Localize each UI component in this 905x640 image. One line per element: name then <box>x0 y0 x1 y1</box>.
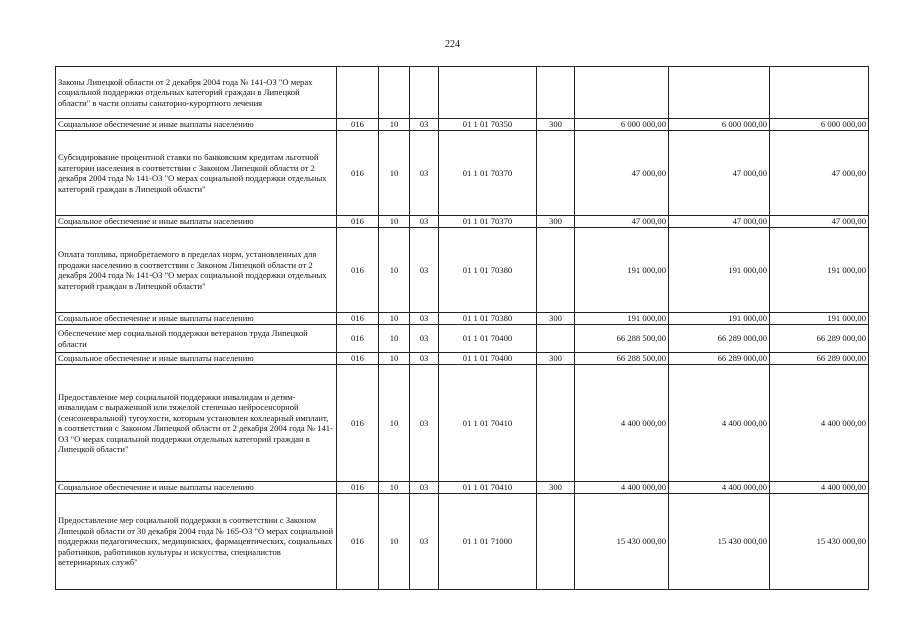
cell-section <box>379 67 410 119</box>
cell-department: 016 <box>337 353 379 365</box>
cell-section: 10 <box>379 119 410 131</box>
cell-amount-2: 191 000,00 <box>669 228 770 313</box>
cell-amount-2 <box>669 67 770 119</box>
cell-target-article: 01 1 01 70400 <box>439 325 537 353</box>
table-row <box>56 67 869 119</box>
row-description: Законы Липецкой области от 2 декабря 2004 года № 141-ОЗ "О мерах социальной поддержки отдельных категорий граждан в Липецкой области" в части оплаты санаторно-курортного лечения <box>56 67 337 119</box>
cell-amount-1: 191 000,00 <box>575 228 669 313</box>
cell-amount-1: 6 000 000,00 <box>575 119 669 131</box>
row-description: Предоставление мер социальной поддержки инвалидам и детям-инвалидам с выраженной или тяжелой степенью нейросенсорной (сенсоневральной) тугоухости, которым установлен кохлеарный имплант, в соответствии с Законом Липецкой области от 2 декабря 2004 года № 141-ОЗ "О мерах социальной поддержки отдельных категорий граждан в Липецкой области" <box>56 365 337 482</box>
cell-amount-1: 15 430 000,00 <box>575 494 669 590</box>
cell-amount-3: 66 289 000,00 <box>770 325 869 353</box>
row-description: Социальное обеспечение и иные выплаты населению <box>56 482 337 494</box>
cell-section: 10 <box>379 353 410 365</box>
cell-amount-1: 47 000,00 <box>575 131 669 216</box>
cell-amount-2: 66 289 000,00 <box>669 325 770 353</box>
cell-target-article: 01 1 01 70350 <box>439 119 537 131</box>
cell-amount-2: 4 400 000,00 <box>669 365 770 482</box>
cell-amount-3: 4 400 000,00 <box>770 365 869 482</box>
cell-section: 10 <box>379 482 410 494</box>
cell-section: 10 <box>379 494 410 590</box>
table-row <box>56 228 869 313</box>
cell-target-article: 01 1 01 70380 <box>439 228 537 313</box>
cell-amount-2: 15 430 000,00 <box>669 494 770 590</box>
table-row <box>56 216 869 228</box>
cell-amount-1 <box>575 67 669 119</box>
cell-subsection <box>410 67 439 119</box>
cell-amount-3: 191 000,00 <box>770 228 869 313</box>
cell-subsection: 03 <box>410 313 439 325</box>
row-description: Обеспечение мер социальной поддержки ветеранов труда Липецкой области <box>56 325 337 353</box>
cell-subsection: 03 <box>410 228 439 313</box>
page-number: 224 <box>445 39 460 50</box>
cell-section: 10 <box>379 313 410 325</box>
table-row <box>56 325 869 353</box>
cell-amount-3: 6 000 000,00 <box>770 119 869 131</box>
cell-target-article: 01 1 01 71000 <box>439 494 537 590</box>
cell-section: 10 <box>379 325 410 353</box>
cell-department: 016 <box>337 216 379 228</box>
cell-amount-1: 191 000,00 <box>575 313 669 325</box>
cell-target-article: 01 1 01 70380 <box>439 313 537 325</box>
row-description: Оплата топлива, приобретаемого в пределах норм, установленных для продажи населению в соответствии с Законом Липецкой области от 2 декабря 2004 года № 141-ОЗ "О мерах социальной поддержки отдельных категорий граждан в Липецкой области" <box>56 228 337 313</box>
cell-target-article: 01 1 01 70410 <box>439 482 537 494</box>
cell-subsection: 03 <box>410 119 439 131</box>
row-description: Предоставление мер социальной поддержки в соответствии с Законом Липецкой области от 30 декабря 2004 года № 165-ОЗ "О мерах социальной поддержки педагогических, медицинских, фармацевтических, социальных работников, работников культуры и искусства, специалистов ветеринарных служб" <box>56 494 337 590</box>
cell-amount-1: 66 288 500,00 <box>575 353 669 365</box>
cell-expense-type: 300 <box>537 313 575 325</box>
cell-expense-type <box>537 131 575 216</box>
cell-target-article: 01 1 01 70370 <box>439 216 537 228</box>
cell-section: 10 <box>379 131 410 216</box>
row-description: Социальное обеспечение и иные выплаты населению <box>56 313 337 325</box>
row-description: Социальное обеспечение и иные выплаты населению <box>56 216 337 228</box>
cell-department: 016 <box>337 494 379 590</box>
cell-target-article <box>439 67 537 119</box>
cell-department: 016 <box>337 119 379 131</box>
cell-amount-1: 66 288 500,00 <box>575 325 669 353</box>
cell-section: 10 <box>379 228 410 313</box>
cell-amount-3 <box>770 67 869 119</box>
cell-department: 016 <box>337 482 379 494</box>
table-row <box>56 353 869 365</box>
table-row <box>56 482 869 494</box>
cell-department <box>337 67 379 119</box>
budget-table <box>55 66 869 590</box>
cell-amount-3: 47 000,00 <box>770 131 869 216</box>
cell-expense-type <box>537 494 575 590</box>
cell-amount-2: 4 400 000,00 <box>669 482 770 494</box>
cell-amount-3: 66 289 000,00 <box>770 353 869 365</box>
cell-target-article: 01 1 01 70400 <box>439 353 537 365</box>
table-row <box>56 365 869 482</box>
table-row <box>56 494 869 590</box>
cell-subsection: 03 <box>410 216 439 228</box>
row-description: Субсидирование процентной ставки по банковским кредитам льготной категории населения в соответствии с Законом Липецкой области от 2 декабря 2004 года № 141-ОЗ "О мерах социальной поддержки отдельных категорий граждан в Липецкой области" <box>56 131 337 216</box>
cell-amount-1: 4 400 000,00 <box>575 365 669 482</box>
cell-expense-type <box>537 228 575 313</box>
cell-subsection: 03 <box>410 365 439 482</box>
row-description: Социальное обеспечение и иные выплаты населению <box>56 353 337 365</box>
table-row <box>56 131 869 216</box>
cell-amount-1: 4 400 000,00 <box>575 482 669 494</box>
cell-expense-type: 300 <box>537 216 575 228</box>
cell-department: 016 <box>337 325 379 353</box>
cell-amount-2: 191 000,00 <box>669 313 770 325</box>
cell-expense-type: 300 <box>537 353 575 365</box>
cell-department: 016 <box>337 131 379 216</box>
cell-expense-type <box>537 325 575 353</box>
row-description: Социальное обеспечение и иные выплаты населению <box>56 119 337 131</box>
cell-amount-2: 47 000,00 <box>669 131 770 216</box>
cell-expense-type <box>537 67 575 119</box>
cell-department: 016 <box>337 228 379 313</box>
cell-subsection: 03 <box>410 353 439 365</box>
cell-amount-3: 191 000,00 <box>770 313 869 325</box>
cell-subsection: 03 <box>410 131 439 216</box>
cell-section: 10 <box>379 216 410 228</box>
cell-section: 10 <box>379 365 410 482</box>
cell-amount-2: 47 000,00 <box>669 216 770 228</box>
cell-department: 016 <box>337 365 379 482</box>
cell-amount-3: 4 400 000,00 <box>770 482 869 494</box>
cell-subsection: 03 <box>410 325 439 353</box>
cell-amount-1: 47 000,00 <box>575 216 669 228</box>
cell-amount-3: 47 000,00 <box>770 216 869 228</box>
cell-expense-type: 300 <box>537 482 575 494</box>
cell-target-article: 01 1 01 70370 <box>439 131 537 216</box>
table-row <box>56 119 869 131</box>
cell-subsection: 03 <box>410 482 439 494</box>
cell-target-article: 01 1 01 70410 <box>439 365 537 482</box>
cell-expense-type <box>537 365 575 482</box>
cell-subsection: 03 <box>410 494 439 590</box>
cell-expense-type: 300 <box>537 119 575 131</box>
table-row <box>56 313 869 325</box>
cell-amount-3: 15 430 000,00 <box>770 494 869 590</box>
cell-amount-2: 66 289 000,00 <box>669 353 770 365</box>
cell-amount-2: 6 000 000,00 <box>669 119 770 131</box>
cell-department: 016 <box>337 313 379 325</box>
